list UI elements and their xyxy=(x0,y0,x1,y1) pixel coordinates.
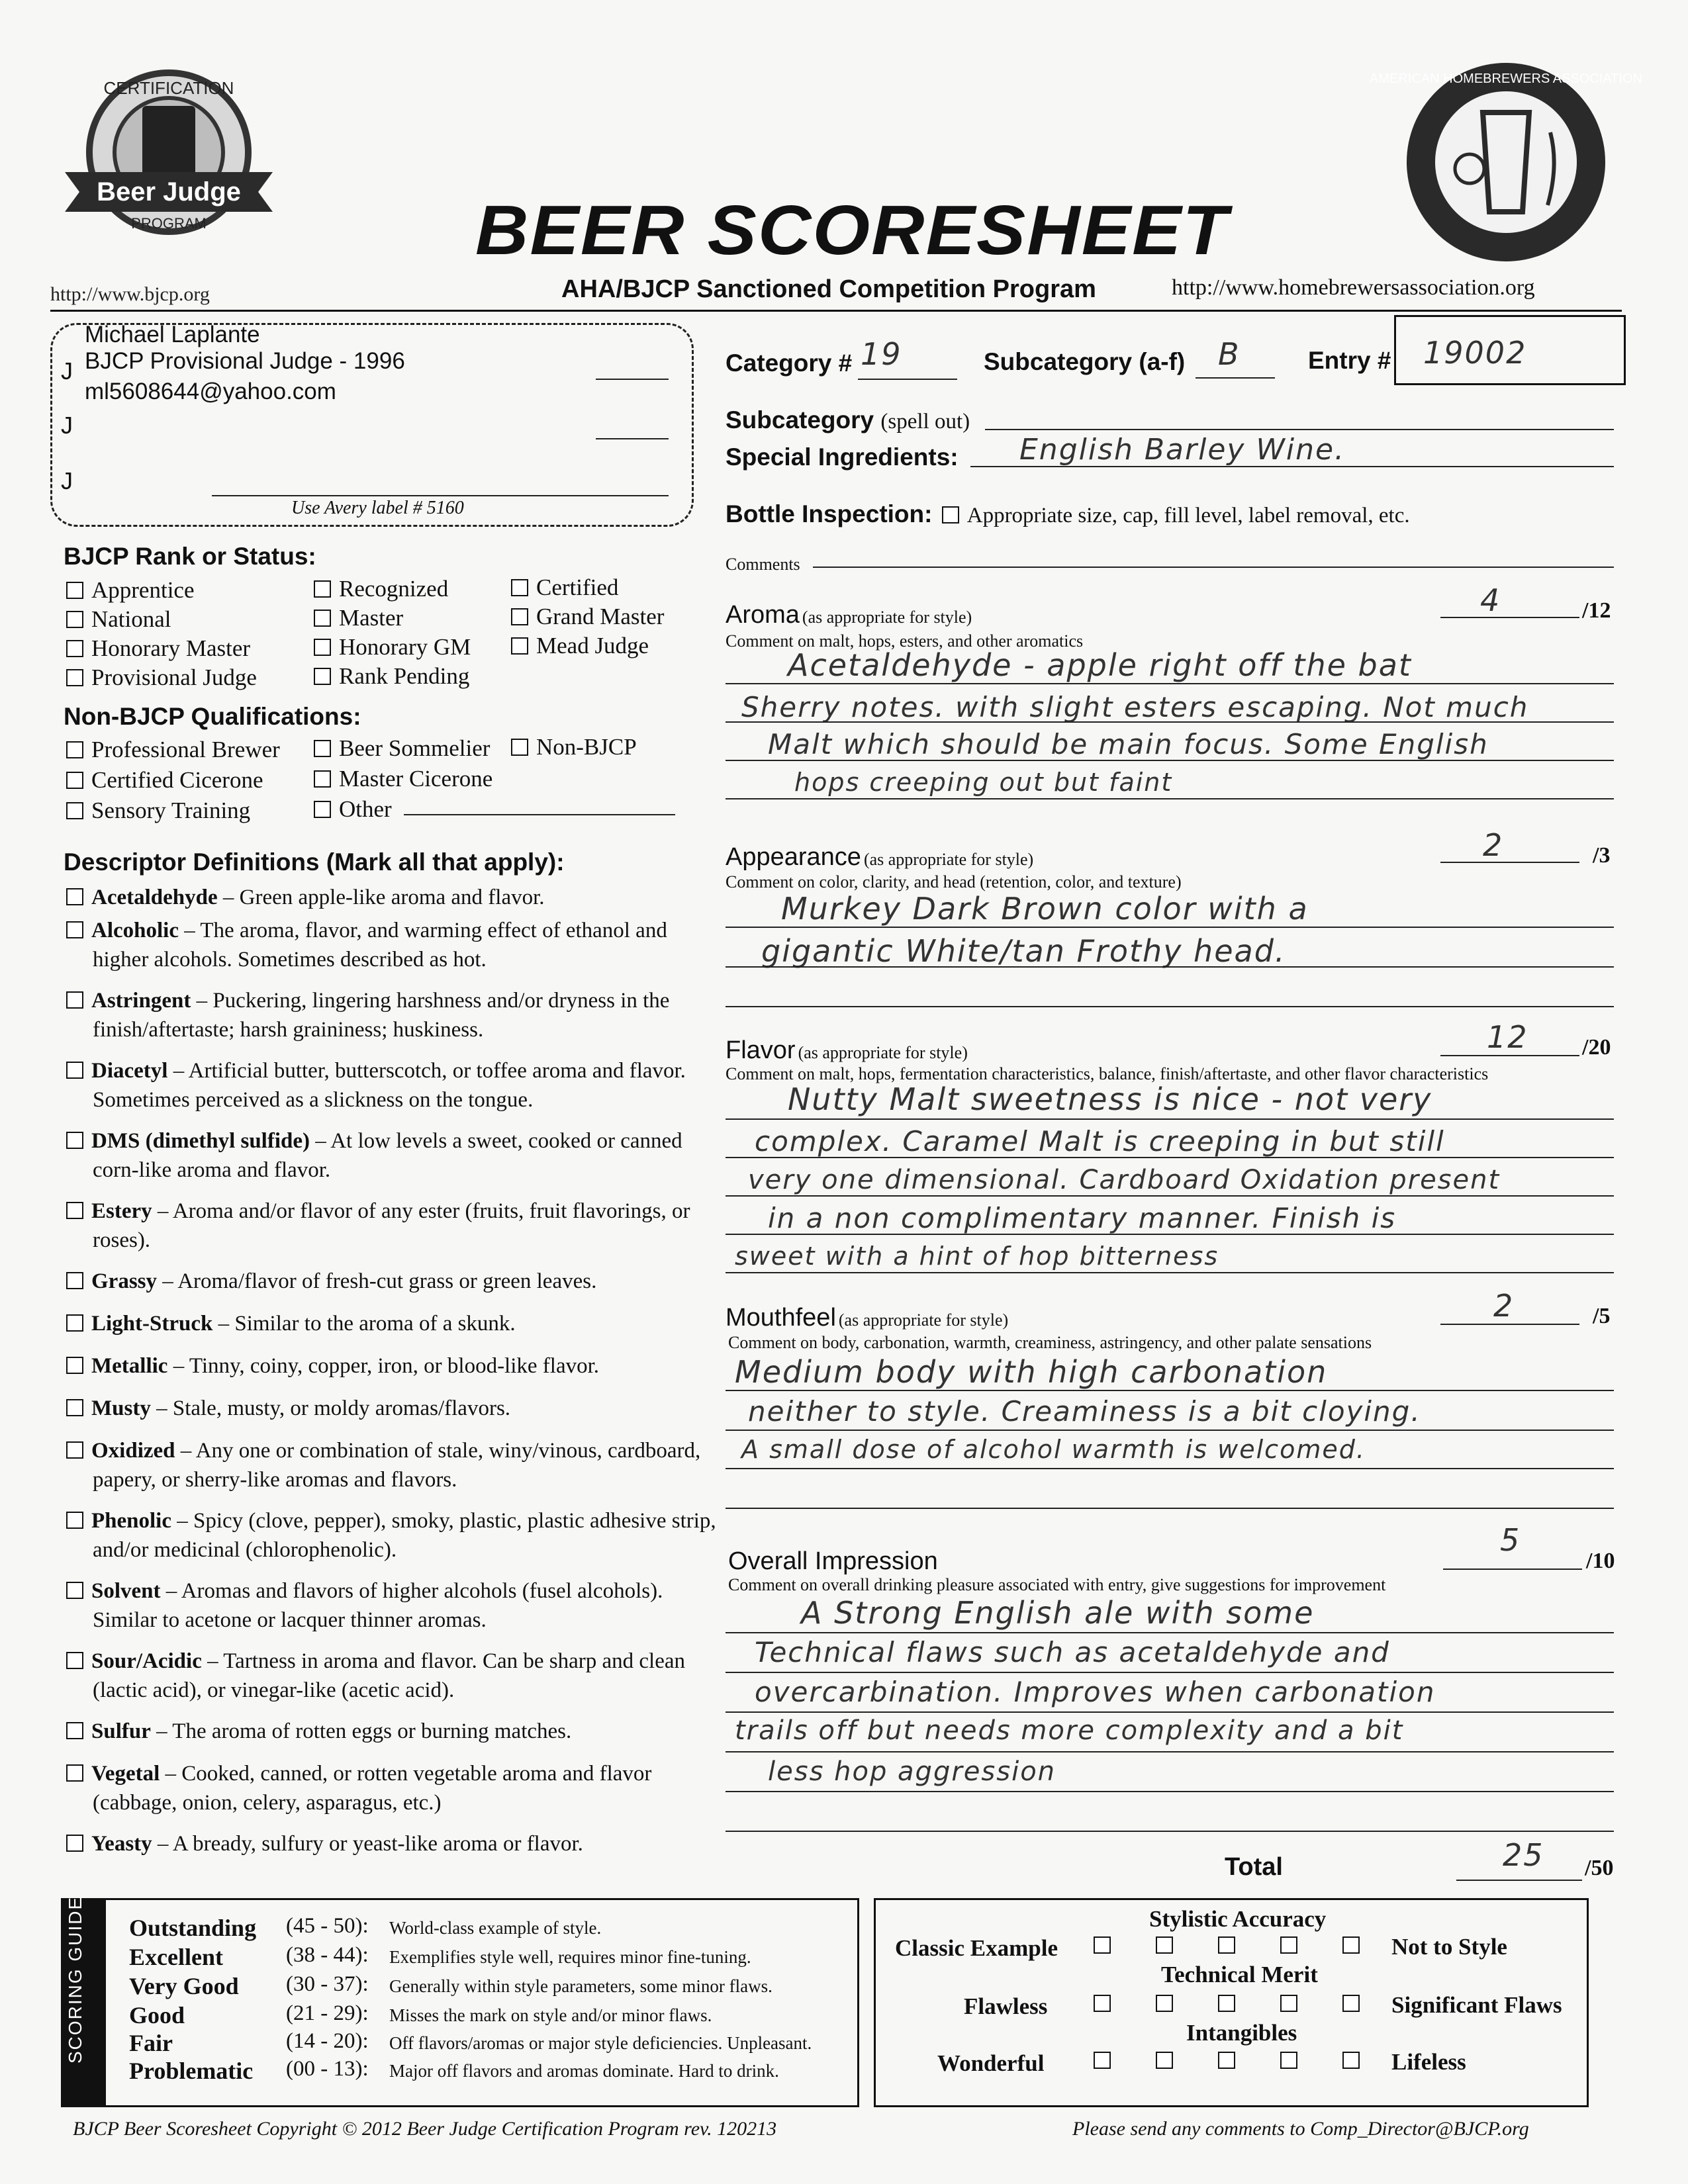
checkbox[interactable] xyxy=(66,1399,83,1416)
aha-logo xyxy=(1370,53,1642,271)
checkbox[interactable] xyxy=(1156,1936,1173,1954)
mouthfeel-note: Comment on body, carbonation, warmth, creaminess, astringency, and other palate sensations xyxy=(728,1333,1372,1352)
checkbox[interactable] xyxy=(66,1272,83,1289)
appearance-heading: Appearance (as appropriate for style) xyxy=(726,843,1034,871)
judge-rank: BJCP Provisional Judge - 1996 xyxy=(85,348,405,374)
label-j-2: J xyxy=(61,412,73,439)
mouthfeel-heading: Mouthfeel (as appropriate for style) xyxy=(726,1304,1009,1332)
technical-heading: Technical Merit xyxy=(1161,1962,1318,1987)
flavor-line-3[interactable]: very one dimensional. Cardboard Oxidation present xyxy=(748,1165,1501,1195)
total-score-line xyxy=(1456,1880,1582,1881)
descriptor-item[interactable]: Vegetal – Cooked, canned, or rotten vegetable aroma and flavor (cabbage, onion, celery, asparagus, etc.) xyxy=(66,1759,722,1829)
total-label: Total xyxy=(1225,1853,1283,1881)
guide-name: Very Good xyxy=(129,1973,239,1999)
qual-option[interactable]: Sensory Training xyxy=(66,796,280,826)
appearance-rule xyxy=(726,966,1614,968)
checkbox[interactable] xyxy=(66,640,83,657)
aroma-rule xyxy=(726,721,1614,723)
comments-label: Comments xyxy=(726,555,800,574)
appearance-rule xyxy=(726,927,1614,928)
descriptor-item[interactable]: Sour/Acidic – Tartness in aroma and flavor. Can be sharp and clean (lactic acid), or vinegar-like (acetic acid). xyxy=(66,1647,722,1717)
checkbox[interactable] xyxy=(66,991,83,1009)
descriptor-item[interactable]: Oxidized – Any one or combination of stale, winy/vinous, cardboard, papery, or sherry-like aromas and flavors. xyxy=(66,1436,722,1506)
guide-name: Good xyxy=(129,2002,185,2028)
checkbox[interactable] xyxy=(66,1062,83,1079)
label-line xyxy=(596,379,669,380)
flavor-score-line xyxy=(1440,1055,1579,1056)
checkbox[interactable] xyxy=(66,1512,83,1529)
checkbox[interactable] xyxy=(66,921,83,938)
checkbox[interactable] xyxy=(1094,1936,1111,1954)
overall-rule xyxy=(726,1672,1614,1673)
subcat-spell-line xyxy=(985,429,1614,430)
checkbox[interactable] xyxy=(66,611,83,628)
mouthfeel-rule xyxy=(726,1430,1614,1431)
qual-option[interactable]: Professional Brewer xyxy=(66,735,280,765)
appearance-score-line xyxy=(1440,862,1579,863)
overall-line-4[interactable]: trails off but needs more complexity and a bit xyxy=(735,1715,1404,1746)
scoring-guide-tab: SCORING GUIDE xyxy=(61,1898,106,2107)
accuracy-right-label: Not to Style xyxy=(1391,1934,1507,1960)
category-label: Category # xyxy=(726,349,853,377)
other-line xyxy=(404,814,675,815)
guide-range: (30 - 37): xyxy=(286,1972,369,1996)
rank-title: BJCP Rank or Status: xyxy=(64,543,316,570)
checkbox[interactable] xyxy=(66,802,83,819)
rank-option[interactable]: Grand Master xyxy=(511,602,664,631)
guide-desc: World-class example of style. xyxy=(389,1918,602,1938)
rank-option[interactable]: National xyxy=(66,605,257,634)
rank-option[interactable]: Honorary GM xyxy=(314,633,471,662)
guide-desc: Misses the mark on style and/or minor flaws. xyxy=(389,2005,712,2025)
descriptor-item[interactable]: Astringent – Puckering, lingering harshness and/or dryness in the finish/aftertaste; harsh graininess; huskiness. xyxy=(66,986,722,1056)
qual-option[interactable]: Master Cicerone xyxy=(314,764,492,794)
entry-value[interactable]: 19002 xyxy=(1423,335,1527,371)
accuracy-left-label: Classic Example xyxy=(895,1935,1058,1961)
entry-label: Entry # xyxy=(1308,347,1391,374)
checkbox[interactable] xyxy=(314,580,331,598)
flavor-max: /20 xyxy=(1582,1035,1611,1060)
checkbox[interactable] xyxy=(66,1357,83,1374)
checkbox[interactable] xyxy=(66,888,83,905)
mouthfeel-rule xyxy=(726,1508,1614,1509)
checkbox[interactable] xyxy=(511,608,528,625)
rank-option[interactable]: Mead Judge xyxy=(511,631,664,660)
checkbox[interactable] xyxy=(66,1764,83,1782)
special-line xyxy=(970,466,1614,467)
overall-score[interactable]: 5 xyxy=(1500,1522,1521,1558)
overall-line-3[interactable]: overcarbination. Improves when carbonation xyxy=(755,1676,1436,1708)
checkbox[interactable] xyxy=(1342,2052,1360,2069)
overall-line-2[interactable]: Technical flaws such as acetaldehyde and xyxy=(755,1636,1390,1668)
checkbox[interactable] xyxy=(1156,2052,1173,2069)
aroma-heading: Aroma (as appropriate for style) xyxy=(726,601,972,629)
comments-line xyxy=(813,567,1614,568)
flavor-rule xyxy=(726,1118,1614,1120)
guide-desc: Exemplifies style well, requires minor fine-tuning. xyxy=(389,1947,751,1967)
guide-name: Excellent xyxy=(129,1944,223,1970)
judge-name: Michael Laplante xyxy=(85,322,260,347)
intangibles-right-label: Lifeless xyxy=(1391,2049,1466,2075)
aroma-max: /12 xyxy=(1582,598,1611,623)
checkbox[interactable] xyxy=(511,739,528,756)
checkbox[interactable] xyxy=(1156,1995,1173,2012)
checkbox[interactable] xyxy=(66,1835,83,1852)
flavor-rule xyxy=(726,1272,1614,1273)
descriptor-item[interactable]: Yeasty – A bready, sulfury or yeast-like aroma or flavor. xyxy=(66,1829,722,1862)
rank-col-1 xyxy=(66,576,257,692)
rank-option[interactable]: Rank Pending xyxy=(314,662,471,691)
total-max: /50 xyxy=(1585,1856,1614,1880)
mouthfeel-rule xyxy=(726,1390,1614,1391)
subcat-spell-label: Subcategory (spell out) xyxy=(726,406,970,433)
qual-option[interactable]: Beer Sommelier xyxy=(314,733,492,764)
guide-range: (45 - 50): xyxy=(286,1914,369,1938)
guide-name: Outstanding xyxy=(129,1915,257,1941)
checkbox[interactable] xyxy=(66,1652,83,1669)
descriptor-item[interactable]: Phenolic – Spicy (clove, pepper), smoky, plastic, plastic adhesive strip, and/or medicinal (chlorophenolic). xyxy=(66,1506,722,1576)
descriptor-list xyxy=(66,883,722,1862)
appearance-line-1[interactable]: Murkey Dark Brown color with a xyxy=(781,891,1309,927)
aroma-rule xyxy=(726,760,1614,761)
guide-name: Fair xyxy=(129,2030,173,2056)
aroma-line-1[interactable]: Acetaldehyde - apple right off the bat xyxy=(788,647,1412,683)
mouthfeel-line-1[interactable]: Medium body with high carbonation xyxy=(735,1354,1328,1390)
svg-text:AMERICAN HOMEBREWERS ASSOCIATI: AMERICAN HOMEBREWERS ASSOCIATION xyxy=(1370,71,1642,86)
technical-checkboxes xyxy=(1094,1995,1405,2014)
checkbox[interactable] xyxy=(1280,1995,1297,2012)
descriptor-item[interactable]: DMS (dimethyl sulfide) – At low levels a sweet, cooked or canned corn-like aroma and flavor. xyxy=(66,1126,722,1197)
checkbox[interactable] xyxy=(511,637,528,655)
aroma-score-line xyxy=(1440,617,1579,618)
nonbjcp-col-1 xyxy=(66,735,280,826)
descriptor-item[interactable]: Estery – Aroma and/or flavor of any ester (fruits, fruit flavorings, or roses). xyxy=(66,1197,722,1267)
checkbox[interactable] xyxy=(1094,1995,1111,2012)
descriptors-title: Descriptor Definitions (Mark all that apply): xyxy=(64,848,565,876)
qual-option[interactable]: Non-BJCP xyxy=(511,732,637,762)
overall-max: /10 xyxy=(1586,1549,1615,1573)
checkbox[interactable] xyxy=(66,1582,83,1599)
flavor-score[interactable]: 12 xyxy=(1487,1019,1528,1055)
checkbox[interactable] xyxy=(1280,1936,1297,1954)
flavor-rule xyxy=(726,1234,1614,1235)
intangibles-checkboxes xyxy=(1094,2052,1405,2071)
guide-name: Problematic xyxy=(129,2058,254,2084)
page-title: BEER SCORESHEET xyxy=(475,191,1229,269)
checkbox[interactable] xyxy=(66,772,83,789)
appearance-line-2[interactable]: gigantic White/tan Frothy head. xyxy=(761,933,1286,969)
appearance-score[interactable]: 2 xyxy=(1483,827,1504,863)
accuracy-heading: Stylistic Accuracy xyxy=(1149,1906,1327,1932)
mouthfeel-max: /5 xyxy=(1593,1304,1611,1328)
checkbox[interactable] xyxy=(1280,2052,1297,2069)
rank-col-3 xyxy=(511,573,664,660)
nonbjcp-col-3 xyxy=(511,732,637,762)
footer-copyright: BJCP Beer Scoresheet Copyright © 2012 Beer Judge Certification Program rev. 120213 xyxy=(73,2118,777,2140)
label-line xyxy=(596,438,669,439)
appearance-note: Comment on color, clarity, and head (retention, color, and texture) xyxy=(726,872,1182,891)
appearance-rule xyxy=(726,1006,1614,1007)
aroma-rule xyxy=(726,683,1614,684)
guide-range: (21 - 29): xyxy=(286,2001,369,2025)
label-line xyxy=(212,495,669,496)
checkbox[interactable] xyxy=(314,770,331,788)
flavor-line-5[interactable]: sweet with a hint of hop bitterness xyxy=(735,1242,1219,1271)
rank-option[interactable]: Honorary Master xyxy=(66,634,257,663)
descriptor-item[interactable]: Acetaldehyde – Green apple-like aroma and flavor. xyxy=(66,883,722,916)
special-value[interactable]: English Barley Wine. xyxy=(1019,433,1346,467)
technical-right-label: Significant Flaws xyxy=(1391,1992,1562,2018)
checkbox[interactable] xyxy=(314,610,331,627)
checkbox[interactable] xyxy=(66,669,83,686)
descriptor-item[interactable]: Diacetyl – Artificial butter, butterscotch, or toffee aroma and flavor. Sometimes perceived as a slickness on the tongue. xyxy=(66,1056,781,1126)
qual-option[interactable]: Certified Cicerone xyxy=(66,765,280,796)
descriptor-item[interactable]: Solvent – Aromas and flavors of higher alcohols (fusel alcohols). Similar to acetone or lacquer thinner aromas. xyxy=(66,1576,722,1647)
overall-line-5[interactable]: less hop aggression xyxy=(768,1756,1056,1787)
svg-text:PROGRAM: PROGRAM xyxy=(131,215,207,232)
nonbjcp-title: Non-BJCP Qualifications: xyxy=(64,703,361,730)
avery-note: Use Avery label # 5160 xyxy=(291,498,464,518)
checkbox[interactable] xyxy=(511,579,528,596)
overall-rule xyxy=(726,1791,1614,1792)
overall-score-line xyxy=(1443,1569,1582,1570)
footer-contact: Please send any comments to Comp_Director@BJCP.org xyxy=(1072,2118,1529,2140)
aroma-note: Comment on malt, hops, esters, and other aromatics xyxy=(726,631,1084,651)
flavor-note: Comment on malt, hops, fermentation characteristics, balance, finish/aftertaste, and other flavor characteristics xyxy=(726,1064,1489,1083)
overall-note: Comment on overall drinking pleasure associated with entry, give suggestions for improvement xyxy=(728,1575,1386,1594)
checkbox[interactable] xyxy=(66,741,83,758)
judge-email: ml5608644@yahoo.com xyxy=(85,379,336,404)
checkbox[interactable] xyxy=(66,1202,83,1219)
descriptor-item[interactable]: Alcoholic – The aroma, flavor, and warming effect of ethanol and higher alcohols. Sometimes described as hot. xyxy=(66,916,722,986)
guide-range: (00 - 13): xyxy=(286,2057,369,2081)
rank-col-2 xyxy=(314,574,471,691)
label-j-3: J xyxy=(61,467,73,494)
checkbox[interactable] xyxy=(1342,1936,1360,1954)
accuracy-checkboxes xyxy=(1094,1936,1405,1956)
guide-desc: Major off flavors and aromas dominate. Hard to drink. xyxy=(389,2061,779,2081)
intangibles-left-label: Wonderful xyxy=(937,2050,1045,2076)
descriptor-item[interactable]: Musty – Stale, musty, or moldy aromas/flavors. xyxy=(66,1394,722,1436)
mouthfeel-score-line xyxy=(1440,1324,1579,1325)
descriptor-item[interactable]: Grassy – Aroma/flavor of fresh-cut grass or green leaves. xyxy=(66,1267,722,1309)
checkbox[interactable] xyxy=(1342,1995,1360,2012)
rank-option[interactable]: Certified xyxy=(511,573,664,602)
rank-option[interactable]: Master xyxy=(314,604,471,633)
checkbox[interactable] xyxy=(1218,2052,1235,2069)
header-rule xyxy=(50,310,1622,312)
checkbox[interactable] xyxy=(1094,2052,1111,2069)
overall-rule xyxy=(726,1632,1614,1633)
checkbox[interactable] xyxy=(1218,1995,1235,2012)
descriptor-item[interactable]: Light-Struck – Similar to the aroma of a skunk. xyxy=(66,1309,722,1351)
overall-line-1[interactable]: A Strong English ale with some xyxy=(801,1595,1315,1631)
total-score[interactable]: 25 xyxy=(1503,1837,1544,1873)
descriptor-item[interactable]: Sulfur – The aroma of rotten eggs or burning matches. xyxy=(66,1717,722,1759)
checkbox[interactable] xyxy=(66,1132,83,1149)
aroma-line-2[interactable]: Sherry notes. with slight esters escaping. Not much xyxy=(741,691,1529,723)
overall-rule xyxy=(726,1831,1614,1832)
descriptor-item[interactable]: Metallic – Tinny, coiny, copper, iron, or blood-like flavor. xyxy=(66,1351,722,1394)
overall-rule xyxy=(726,1751,1614,1752)
checkbox[interactable] xyxy=(66,1722,83,1739)
aha-url: http://www.homebrewersassociation.org xyxy=(1172,275,1535,300)
guide-desc: Generally within style parameters, some minor flaws. xyxy=(389,1976,773,1996)
rank-option[interactable]: Apprentice xyxy=(66,576,257,605)
mouthfeel-rule xyxy=(726,1468,1614,1469)
flavor-line-2[interactable]: complex. Caramel Malt is creeping in but still xyxy=(755,1125,1445,1158)
flavor-line-1[interactable]: Nutty Malt sweetness is nice - not very xyxy=(788,1081,1432,1117)
mouthfeel-line-3[interactable]: A small dose of alcohol warmth is welcomed. xyxy=(741,1435,1366,1464)
category-value[interactable]: 19 xyxy=(861,336,902,372)
nonbjcp-col-2 xyxy=(314,733,492,825)
aroma-score[interactable]: 4 xyxy=(1480,582,1501,618)
subcategory-line xyxy=(1196,377,1275,379)
qual-option[interactable]: Other xyxy=(314,794,492,825)
guide-range: (38 - 44): xyxy=(286,1943,369,1967)
special-label: Special Ingredients: xyxy=(726,443,959,471)
svg-text:Beer Judge: Beer Judge xyxy=(97,177,241,206)
subcategory-label: Subcategory (a-f) xyxy=(984,348,1186,375)
aroma-line-3[interactable]: Malt which should be main focus. Some English xyxy=(768,728,1489,760)
guide-desc: Off flavors/aromas or major style deficiencies. Unpleasant. xyxy=(389,2033,812,2053)
bjcp-logo xyxy=(60,66,278,265)
subcategory-value[interactable]: B xyxy=(1218,336,1241,372)
checkbox[interactable] xyxy=(314,668,331,685)
label-j-1: J xyxy=(61,357,73,385)
category-line xyxy=(858,379,957,380)
rank-option[interactable]: Provisional Judge xyxy=(66,663,257,692)
checkbox[interactable] xyxy=(66,1441,83,1459)
checkbox[interactable] xyxy=(314,639,331,656)
svg-text:CERTIFICATION: CERTIFICATION xyxy=(103,78,234,98)
checkbox[interactable] xyxy=(1218,1936,1235,1954)
appearance-max: /3 xyxy=(1593,843,1611,868)
rank-option[interactable]: Recognized xyxy=(314,574,471,604)
flavor-rule xyxy=(726,1157,1614,1158)
flavor-rule xyxy=(726,1195,1614,1197)
flavor-line-4[interactable]: in a non complimentary manner. Finish is xyxy=(768,1202,1397,1234)
program-name: AHA/BJCP Sanctioned Competition Program xyxy=(561,275,1096,303)
checkbox[interactable] xyxy=(942,506,959,523)
checkbox[interactable] xyxy=(314,801,331,818)
aroma-line-4[interactable]: hops creeping out but faint xyxy=(794,768,1173,797)
checkbox[interactable] xyxy=(66,582,83,599)
bjcp-url: http://www.bjcp.org xyxy=(50,283,210,305)
overall-heading: Overall Impression xyxy=(728,1547,938,1575)
flavor-heading: Flavor (as appropriate for style) xyxy=(726,1036,968,1064)
bottle-inspection[interactable]: Bottle Inspection: Appropriate size, cap, fill level, label removal, etc. xyxy=(726,500,1410,527)
intangibles-heading: Intangibles xyxy=(1186,2020,1297,2046)
aroma-rule xyxy=(726,798,1614,799)
mouthfeel-score[interactable]: 2 xyxy=(1493,1288,1515,1324)
mouthfeel-line-2[interactable]: neither to style. Creaminess is a bit cloying. xyxy=(748,1395,1421,1428)
technical-left-label: Flawless xyxy=(964,1993,1048,2019)
overall-rule xyxy=(726,1711,1614,1713)
checkbox[interactable] xyxy=(66,1314,83,1332)
guide-range: (14 - 20): xyxy=(286,2029,369,2053)
checkbox[interactable] xyxy=(314,740,331,757)
